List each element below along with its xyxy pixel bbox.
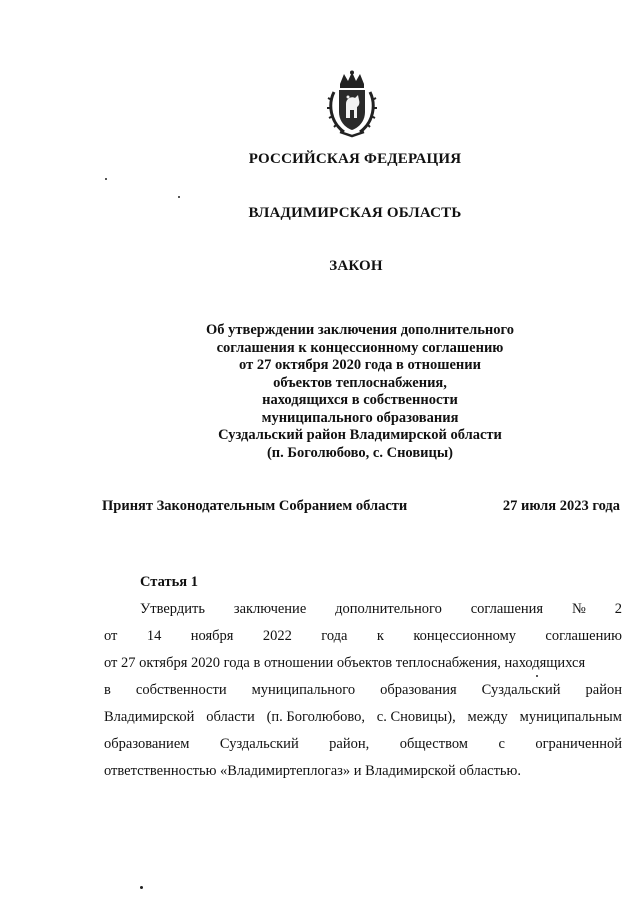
adoption-date: 27 июля 2023 года — [502, 498, 620, 514]
country-title: РОССИЙСКАЯ ФЕДЕРАЦИЯ — [248, 151, 462, 167]
article-line — [104, 758, 622, 785]
article-word: обществом — [399, 736, 468, 752]
article-line — [104, 650, 622, 677]
article-word: (п. Боголюбово, — [266, 709, 365, 725]
article-word: собственности — [135, 682, 227, 698]
article-word: с — [498, 736, 505, 752]
article-word: ноября — [190, 628, 234, 644]
scan-speck — [536, 675, 538, 677]
article-word: № — [571, 601, 586, 617]
article-word: соглашения — [470, 601, 544, 617]
article-line — [104, 704, 622, 731]
subject-line: находящихся в собственности — [262, 392, 458, 408]
article-word: 14 — [146, 628, 162, 644]
article-word: дополнительного — [335, 601, 442, 617]
article-line — [104, 596, 622, 623]
law-subject — [160, 322, 560, 462]
scan-speck — [140, 886, 143, 889]
article-line — [104, 731, 622, 758]
article-word: Суздальский — [219, 736, 299, 752]
subject-line: Суздальский район Владимирской области — [218, 427, 502, 443]
article-word: заключение — [233, 601, 307, 617]
subject-line: (п. Боголюбово, с. Сновицы) — [266, 444, 454, 461]
article-word: с. Сновицы), — [376, 709, 456, 725]
region-title: ВЛАДИМИРСКАЯ ОБЛАСТЬ — [248, 205, 462, 221]
article-word: от — [104, 628, 118, 644]
article-word: ответственностью «Владимиртеплогаз» и Владимирской областью. — [104, 763, 521, 779]
article-word: Утвердить — [140, 601, 205, 617]
article-word: соглашению — [545, 628, 622, 644]
article-body — [104, 596, 622, 785]
article-title: Статья 1 — [140, 574, 198, 590]
article-line — [104, 677, 622, 704]
article-word: области — [206, 709, 255, 725]
subject-line: муниципального образования — [261, 409, 459, 426]
scan-speck — [178, 196, 180, 198]
article-word: от 27 октября 2020 года в отношении объектов теплоснабжения, находящихся — [104, 655, 586, 671]
coat-of-arms-icon — [326, 70, 378, 138]
article-word: к — [376, 628, 384, 644]
article-word: года — [321, 628, 348, 644]
article-word: в — [104, 682, 111, 698]
article-word: муниципальным — [519, 709, 622, 725]
article-word: район — [585, 682, 622, 698]
article-word: ограниченной — [535, 736, 622, 752]
adopted-by: Принят Законодательным Собранием области — [102, 498, 408, 514]
subject-line: объектов теплоснабжения, — [273, 374, 447, 391]
article-word: между — [467, 709, 508, 725]
document-type-title: ЗАКОН — [329, 258, 383, 274]
subject-line: от 27 октября 2020 года в отношении — [239, 357, 481, 373]
scan-speck — [105, 178, 107, 180]
article-word: 2022 — [262, 628, 292, 644]
subject-line: соглашения к концессионному соглашению — [216, 339, 504, 356]
article-word: Суздальский — [481, 682, 561, 698]
article-word: муниципального — [251, 682, 356, 698]
article-word: район, — [329, 736, 370, 752]
article-word: образованием — [104, 736, 190, 752]
article-word: 2 — [614, 601, 622, 617]
article-word: концессионному — [413, 628, 517, 644]
article-word: образования — [380, 682, 457, 698]
article-line — [104, 623, 622, 650]
subject-line: Об утверждении заключения дополнительного — [206, 322, 514, 338]
article-word: Владимирской — [104, 709, 195, 725]
